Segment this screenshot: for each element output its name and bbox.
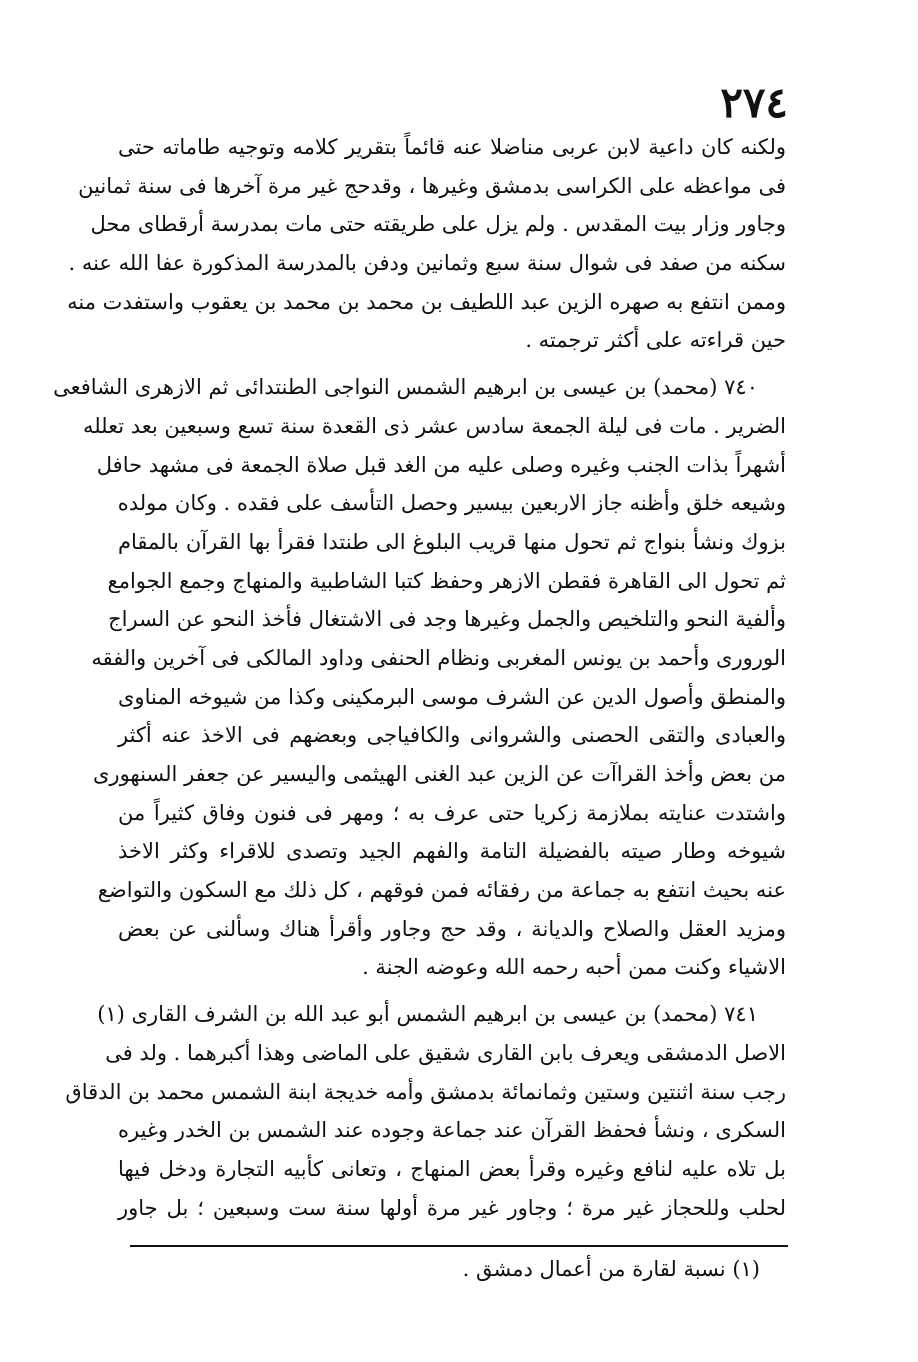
- text-line: فى مواعظه على الكراسى بدمشق وغيرها ، وقدحج غير مرة آخرها فى سنة ثمانين: [78, 173, 786, 198]
- text-line: من بعض وأخذ القراآت عن الزين عبد الغنى الهيثمى واليسير عن جعفر السنهورى: [92, 762, 786, 786]
- text-line: بل تلاه عليه لنافع وغيره وقرأ بعض المنهاج ، وتعانى كأبيه التجارة ودخل فيها: [118, 1156, 786, 1181]
- text-line: ولكنه كان داعية لابن عربى مناضلا عنه قائماً بتقرير كلامه وتوجيه طاماته حتى: [118, 135, 786, 159]
- text-line: وجاور وزار بيت المقدس . ولم يزل على طريقته حتى مات بمدرسة أرقطاى محل: [90, 212, 786, 237]
- entry-740-heading-line: ٧٤٠ (محمد) بن عيسى بن ابرهيم الشمس النواجى الطنتدائى ثم الازهرى الشافعى: [53, 375, 758, 400]
- text-line: ثم تحول الى القاهرة فقطن الازهر وحفظ كتبا الشاطبية والمنهاج وجمع الجوامع: [107, 568, 786, 593]
- text-line: لحلب وللحجاز غير مرة ؛ وجاور غير مرة أولها سنة ست وسبعين ؛ بل جاور: [118, 1195, 787, 1220]
- body-text: [53, 128, 787, 1227]
- text-line: عنه بحيث انتفع به جماعة من رفقائه فمن فوقهم ، كل ذلك مع السكون والتواضع: [97, 878, 786, 903]
- footnote: (١) نسبة لقارة من أعمال دمشق .: [462, 1257, 760, 1281]
- footnote-divider: [130, 1245, 788, 1247]
- text-line: واشتدت عنايته بملازمة زكريا حتى عرف به ؛ ومهر فى فنون وفاق كثيراً من: [118, 800, 786, 825]
- text-line: أشهراً بذات الجنب وغيره وصلى عليه من الغد قبل صلاة الجمعة فى مشهد حافل: [96, 452, 786, 477]
- text-line: الاصل الدمشقى ويعرف بابن القارى شقيق على الماضى وهذا أكبرهما . ولد فى: [105, 1040, 786, 1065]
- text-line: ومزيد العقل والصلاح والديانة ، وقد حج وجاور وأقرأ هناك وسألنى عن بعض: [118, 916, 786, 941]
- text-line: والعبادى والتقى الحصنى والشروانى والكافياجى وبعضهم فى الاخذ عنه أكثر: [118, 723, 786, 748]
- text-line: سكنه من صفد فى شوال سنة سبع وثمانين ودفن بالمدرسة المذكورة عفا الله عنه .: [68, 251, 786, 276]
- text-line: الاشياء وكنت ممن أحبه رحمه الله وعوضه الجنة .: [362, 955, 786, 980]
- text-line: حين قراءته على أكثر ترجمته .: [525, 328, 786, 353]
- entry-741-heading-line: ٧٤١ (محمد) بن عيسى بن ابرهيم الشمس أبو عبد الله بن الشرف القارى (١): [97, 1002, 758, 1027]
- text-line: والمنطق وأصول الدين عن الشرف موسى البرمكينى وكذا من شيوخه المناوى: [118, 684, 786, 709]
- text-line: وشيعه خلق وأظنه جاز الاربعين بيسير وحصل التأسف على فقده . وكان مولده: [117, 491, 786, 516]
- text-line: بزوك ونشأ بنواج ثم تحول منها قريب البلوغ الى طنتدا فقرأ بها القرآن بالمقام: [118, 529, 786, 554]
- text-line: شيوخه وطار صيته بالفضيلة التامة والفهم الجيد وتصدى للاقراء وكثر الاخذ: [118, 839, 787, 864]
- text-line: الضرير . مات فى ليلة الجمعة سادس عشر ذى القعدة سنة تسع وسبعين بعد تعلله: [82, 413, 786, 438]
- text-line: وألفية النحو والتلخيص والجمل وغيرها وجد فى الاشتغال فأخذ النحو عن السراج: [108, 607, 786, 632]
- page-number: ٢٧٤: [720, 78, 788, 127]
- text-line: السكرى ، ونشأ فحفظ القرآن عند جماعة وجوده عند الشمس بن الخدر وغيره: [118, 1118, 786, 1143]
- text-line: الورورى وأحمد بن يونس المغربى ونظام الحنفى وداود المالكى فى آخرين والفقه: [91, 645, 786, 670]
- text-line: وممن انتفع به صهره الزين عبد اللطيف بن محمد بن محمد بن يعقوب واستفدت منه: [67, 289, 786, 314]
- text-line: رجب سنة اثنتين وستين وثمانمائة بدمشق وأمه خديجة ابنة الشمس محمد بن الدقاق: [65, 1079, 786, 1104]
